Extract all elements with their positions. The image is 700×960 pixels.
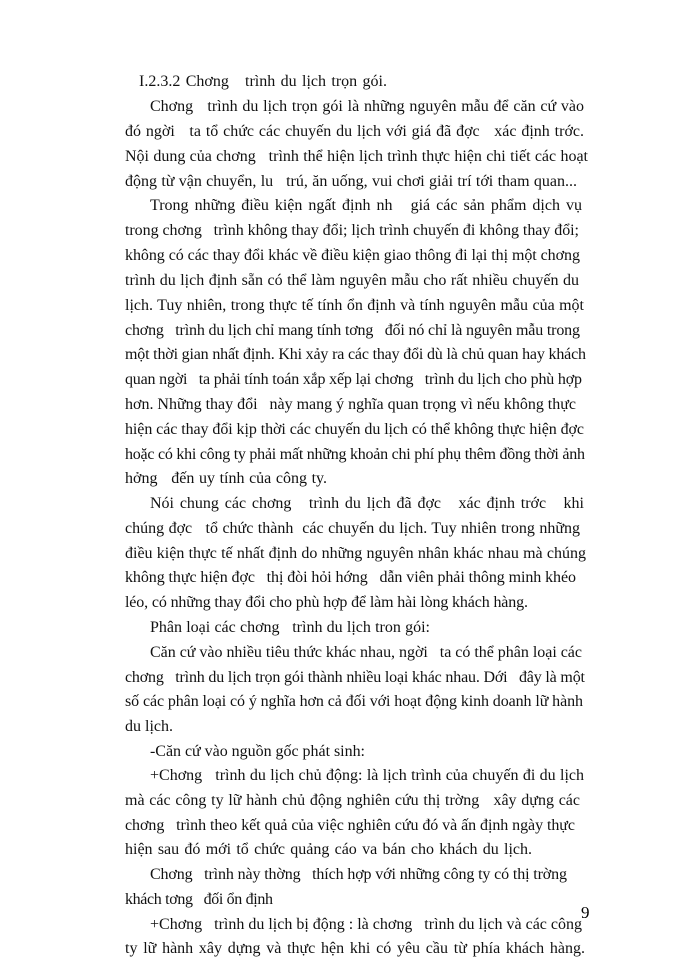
text-line: chơng trình theo kết quả của việc nghiên cứu đó và ấn định ngày thực: [125, 817, 575, 834]
text-line: Nói chung các chơng trình du lịch đã đợc xác định trớc khi: [150, 495, 584, 512]
text-line: hoặc có khi công ty phải mất những khoản chi phí phụ thêm đồng thời ảnh: [125, 446, 585, 463]
text-line: du lịch.: [125, 718, 173, 735]
text-line: lịch. Tuy nhiên, trong thực tế tính ổn định và tính nguyên mẫu của một: [125, 297, 584, 314]
text-line: léo, có những thay đổi cho phù hợp để làm hài lòng khách hàng.: [125, 594, 528, 611]
text-line: Trong những điều kiện ngất định nh giá các sản phẩm dịch vụ: [150, 197, 582, 214]
text-line: chúng đợc tổ chức thành các chuyến du lịch. Tuy nhiên trong những: [125, 520, 580, 537]
text-line: động từ vận chuyển, lu trú, ăn uống, vui chơi giải trí tới tham quan...: [125, 173, 577, 190]
text-line: hơn. Những thay đổi này mang ý nghĩa quan trọng vì nếu không thực: [125, 396, 576, 413]
text-line: hiện sau đó mới tổ chức quảng cáo va bán cho khách du lịch.: [125, 841, 532, 858]
text-line: đó ngời ta tổ chức các chuyến du lịch với giá đã đợc xác định trớc.: [125, 123, 584, 140]
text-line: trình du lịch định sẵn có thể làm nguyên mẫu cho rất nhiều chuyến du: [125, 272, 579, 289]
text-line: Chơng trình du lịch trọn gói là những nguyên mẫu để căn cứ vào: [150, 98, 584, 115]
text-line: -Căn cứ vào nguồn gốc phát sinh:: [150, 743, 365, 760]
text-line: ty lữ hành xây dựng và thực hện khi có yêu cầu từ phía khách hàng.: [125, 940, 585, 957]
text-line: +Chơng trình du lịch chủ động: là lịch trình của chuyến đi du lịch: [150, 767, 584, 784]
section-heading: I.2.3.2 Chơng trình du lịch trọn gói.: [139, 73, 387, 90]
page-number: 9: [581, 903, 590, 922]
text-line: không thực hiện đợc thị đòi hỏi hớng dẫn viên phải thông minh khéo: [125, 569, 576, 586]
text-line: mà các công ty lữ hành chủ động nghiên cứu thị trờng xây dựng các: [125, 792, 580, 809]
text-line: số các phân loại có ý nghĩa hơn cả đối với hoạt động kinh doanh lữ hành: [125, 693, 583, 710]
text-line: hởng đến uy tính của công ty.: [125, 470, 327, 487]
text-line: quan ngời ta phải tính toán xắp xếp lại chơng trình du lịch cho phù hợp: [125, 371, 582, 388]
text-line: +Chơng trình du lịch bị động : là chơng trình du lịch và các công: [150, 916, 582, 933]
text-line: hiện các thay đổi kịp thời các chuyến du lịch có thể không thực hiện đợc: [125, 421, 584, 438]
text-line: Chơng trình này thờng thích hợp với những công ty có thị trờng: [150, 866, 567, 883]
text-line: Nội dung của chơng trình thể hiện lịch trình thực hiện chi tiết các hoạt: [125, 148, 588, 165]
text-line: điều kiện thực tế nhất định do những nguyên nhân khác nhau mà chúng: [125, 545, 586, 562]
text-line: chơng trình du lịch chỉ mang tính tơng đối nó chỉ là nguyên mẫu trong: [125, 322, 580, 339]
text-line: Phân loại các chơng trình du lịch tron gói:: [150, 619, 430, 636]
text-line: Căn cứ vào nhiều tiêu thức khác nhau, ngời ta có thể phân loại các: [150, 644, 582, 661]
text-line: trong chơng trình không thay đổi; lịch trình chuyến đi không thay đổi;: [125, 222, 579, 239]
text-line: khách tơng đối ổn định: [125, 891, 273, 908]
text-line: một thời gian nhất định. Khi xảy ra các thay đổi dù là chủ quan hay khách: [125, 346, 586, 363]
text-line: chơng trình du lịch trọn gói thành nhiều loại khác nhau. Dới đây là một: [125, 669, 585, 686]
text-line: không có các thay đổi khác về điều kiện giao thông đi lại thị một chơng: [125, 247, 580, 264]
